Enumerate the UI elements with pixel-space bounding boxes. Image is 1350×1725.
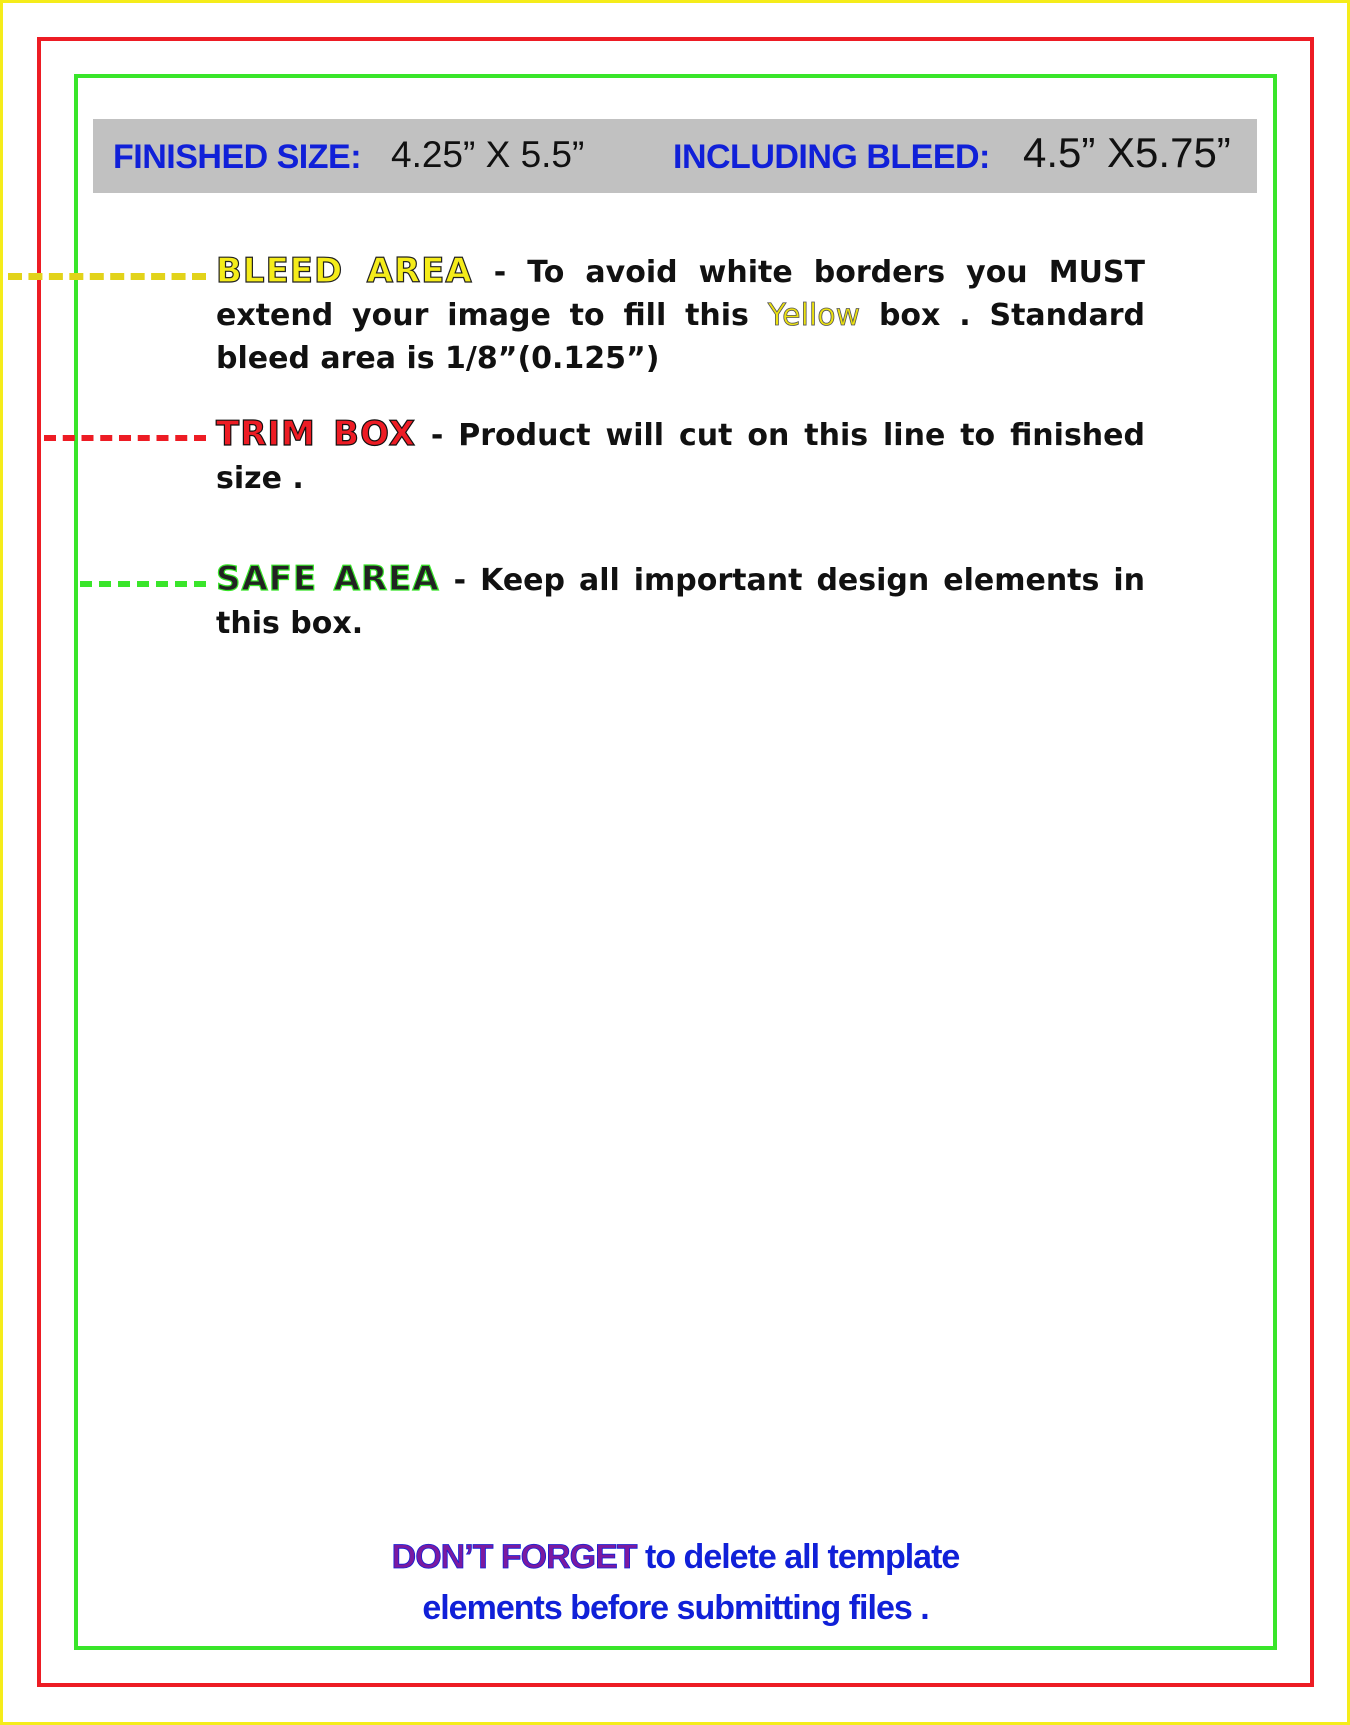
trim-box-key: TRIM BOX	[216, 414, 416, 454]
finished-size-label: FINISHED SIZE:	[113, 138, 362, 176]
footer-line-1-rest: to delete all template	[636, 1538, 960, 1576]
footer-line-1	[74, 1532, 1277, 1583]
footer-line-2: elements before submitting files .	[422, 1589, 929, 1627]
finished-size-value: 4.25” X 5.5”	[391, 134, 585, 175]
bleed-area-text-after: box . Standard bleed area is 1/8”(0.125”)	[216, 298, 1146, 376]
trim-box-text: - Product will cut on this line to finished size .	[216, 418, 1145, 496]
trim-box-note	[216, 413, 1145, 500]
safe-area-note	[216, 558, 1145, 645]
bleed-area-note	[216, 250, 1145, 380]
bleed-area-key: BLEED AREA	[216, 251, 473, 291]
including-bleed-value: 4.5” X5.75”	[1023, 129, 1231, 176]
safe-area-key: SAFE AREA	[216, 559, 440, 599]
bleed-dashed-line	[8, 273, 206, 280]
size-banner	[93, 119, 1257, 193]
including-bleed-label: INCLUDING BLEED:	[673, 138, 990, 176]
bleed-area-text-before: - To avoid white borders you MUST extend your image to fill this	[216, 255, 1145, 333]
footer-reminder	[74, 1532, 1277, 1634]
dont-forget-emphasis: DON’T FORGET	[391, 1538, 637, 1576]
bleed-area-highlight: Yellow	[767, 298, 861, 333]
safe-dashed-line	[80, 581, 206, 587]
trim-dashed-line	[44, 435, 206, 441]
safe-area-text: - Keep all important design elements in this box.	[216, 563, 1145, 641]
